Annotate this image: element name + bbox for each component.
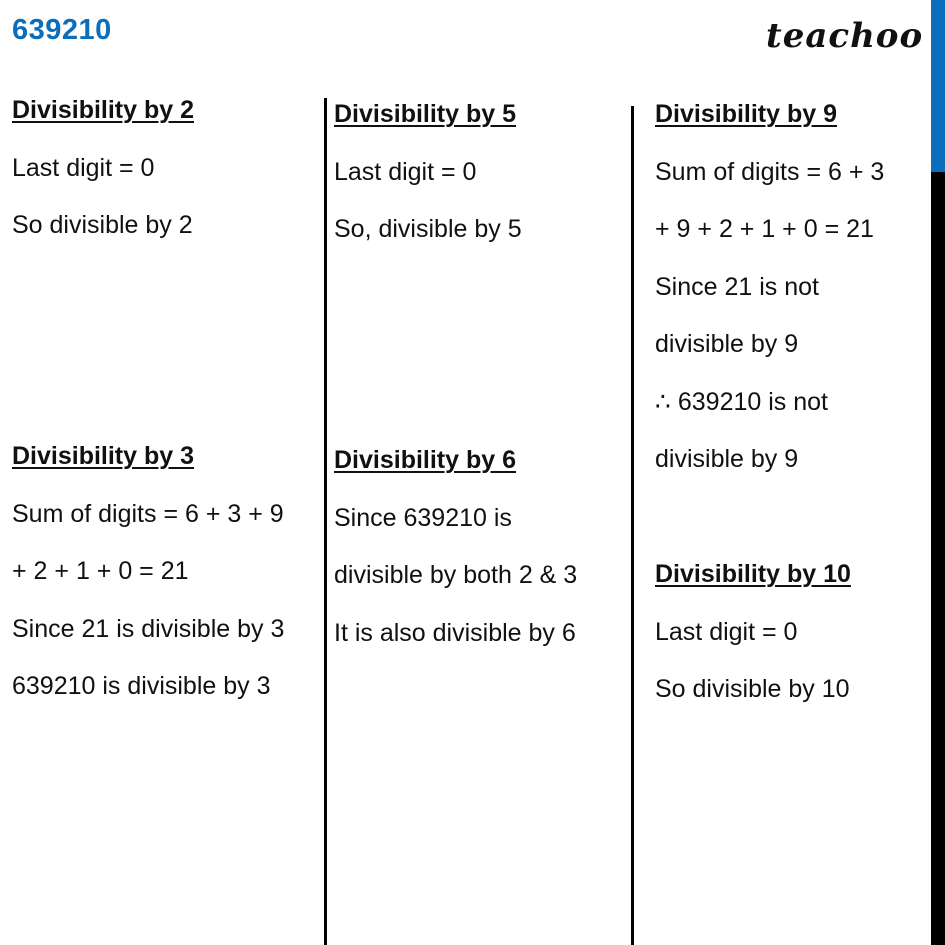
section-line: Sum of digits = 6 + 3 + 9	[12, 499, 284, 528]
section-line: Since 639210 is	[334, 503, 512, 532]
section-line: It is also divisible by 6	[334, 618, 576, 647]
side-accent-bar	[931, 0, 945, 172]
section-line: divisible by 9	[655, 330, 799, 358]
section-line: ∴ 639210 is not	[655, 387, 828, 416]
section-line: + 9 + 2 + 1 + 0 = 21	[655, 215, 874, 243]
section-heading: Divisibility by 9	[655, 100, 838, 128]
section-divisibility-by-6	[334, 432, 577, 662]
section-line: 639210 is divisible by 3	[12, 672, 271, 700]
section-line: + 2 + 1 + 0 = 21	[12, 557, 189, 585]
section-divisibility-by-9	[655, 86, 884, 489]
section-heading: Divisibility by 6	[334, 446, 517, 474]
section-divisibility-by-3	[12, 428, 284, 716]
section-divisibility-by-5	[334, 86, 522, 259]
section-line: divisible by both 2 & 3	[334, 561, 578, 589]
column-divider-1	[324, 98, 327, 945]
section-heading: Divisibility by 2	[12, 96, 195, 124]
section-line: So, divisible by 5	[334, 215, 522, 243]
column-divider-2	[631, 106, 634, 945]
side-dark-bar	[931, 172, 945, 945]
section-line: divisible by 9	[655, 445, 799, 473]
section-line: Since 21 is not	[655, 272, 819, 301]
section-heading: Divisibility by 10	[655, 560, 851, 588]
section-line: So divisible by 2	[12, 211, 193, 239]
section-heading: Divisibility by 3	[12, 442, 195, 470]
section-divisibility-by-10	[655, 546, 851, 719]
section-heading: Divisibility by 5	[334, 100, 517, 128]
section-line: So divisible by 10	[655, 675, 850, 703]
section-line: Last digit = 0	[12, 153, 155, 182]
page-title: 639210	[12, 14, 112, 46]
teachoo-logo: teachoo	[766, 16, 924, 56]
section-line: Since 21 is divisible by 3	[12, 614, 285, 643]
section-line: Last digit = 0	[655, 617, 798, 646]
section-divisibility-by-2	[12, 82, 194, 255]
section-line: Last digit = 0	[334, 157, 477, 186]
section-line: Sum of digits = 6 + 3	[655, 157, 885, 186]
